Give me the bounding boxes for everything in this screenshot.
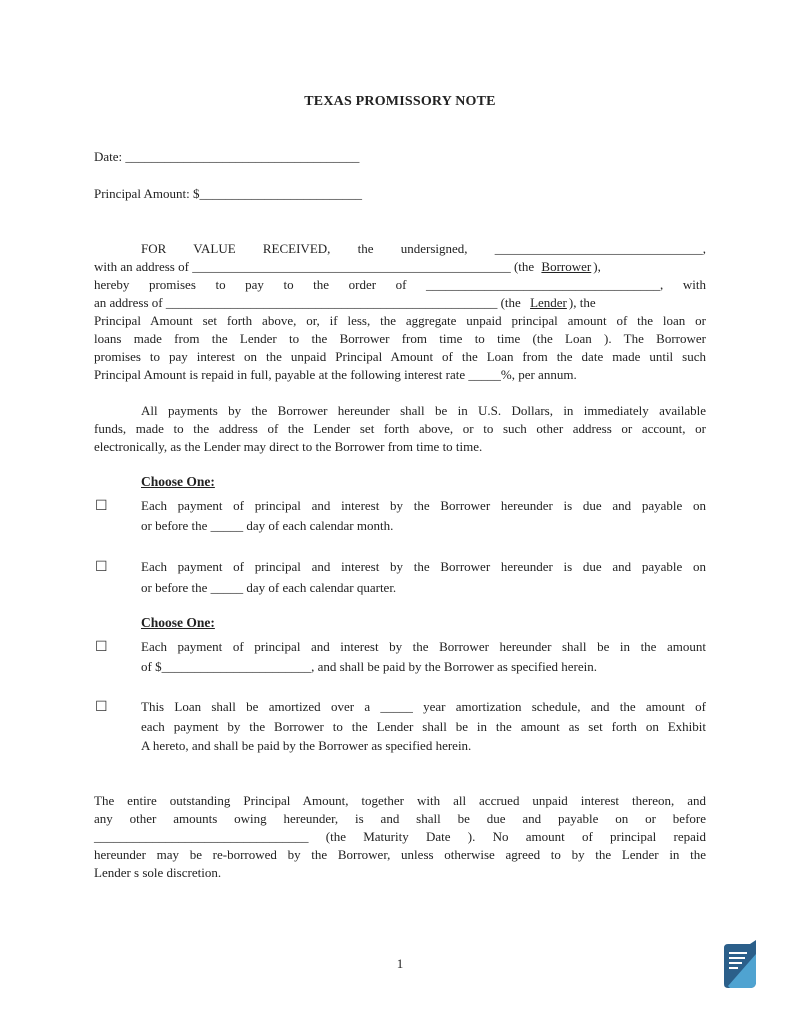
para3-line-3: _________________________________ (the Maturity Date ). No amount of principal repaid [94, 829, 706, 844]
option2-line-2: or before the _____ day of each calendar quarter. [141, 580, 397, 595]
para1-line-2-end: ), [593, 259, 601, 274]
lender-term: Lender [530, 295, 567, 310]
option3-line-1: Each payment of principal and interest by the Borrower hereunder shall be in the amount [141, 639, 706, 654]
option1-line-2: or before the _____ day of each calendar month. [141, 518, 394, 533]
para1-line-3: hereby promises to pay to the order of ____________________________________, with [94, 277, 706, 292]
para3-line-1: The entire outstanding Principal Amount, together with all accrued unpaid interest thereon, and [94, 793, 706, 808]
option2-line-1: Each payment of principal and interest by the Borrower hereunder is due and payable on [141, 559, 706, 574]
para3-line-4: hereunder may be re-borrowed by the Borrower, unless otherwise agreed to by the Lender in the [94, 847, 706, 862]
option1-line-1: Each payment of principal and interest by the Borrower hereunder is due and payable on [141, 498, 706, 513]
para3-line-2: any other amounts owing hereunder, is and shall be due and payable on or before [94, 811, 706, 826]
page-number: 1 [396, 956, 404, 971]
para1-line-4 [94, 294, 706, 312]
formspal-document-logo-icon [722, 940, 758, 990]
para2-line-3: electronically, as the Lender may direct to the Borrower from time to time. [94, 439, 483, 454]
para1-line-5: Principal Amount set forth above, or, if less, the aggregate unpaid principal amount of the loan or [94, 313, 706, 328]
para3-line-5: Lender s sole discretion. [94, 865, 222, 880]
option1-checkbox[interactable]: ☐ [95, 498, 108, 514]
date-field-line: Date: ____________________________________ [94, 149, 360, 164]
option4-line-2: each payment by the Borrower to the Lender shall be in the amount as set forth on Exhibit [141, 719, 706, 734]
para1-line-4-text: an address of ___________________________________________________ (the [94, 295, 521, 310]
choose-one-heading-1: Choose One: [141, 474, 215, 489]
document-title: TEXAS PROMISSORY NOTE [304, 94, 496, 109]
option3-checkbox[interactable]: ☐ [95, 639, 108, 655]
para2-line-1: All payments by the Borrower hereunder shall be in U.S. Dollars, in immediately available [141, 403, 706, 418]
para1-line-4-end: ), the [568, 295, 596, 310]
borrower-term: Borrower [541, 259, 592, 274]
option4-checkbox[interactable]: ☐ [95, 699, 108, 715]
option4-line-3: A hereto, and shall be paid by the Borrower as specified herein. [141, 738, 472, 753]
para1-line-2-text: with an address of _________________________________________________ (the [94, 259, 535, 274]
para2-line-2: funds, made to the address of the Lender set forth above, or to such other address or account, or [94, 421, 706, 436]
para1-line-2 [94, 258, 706, 276]
option3-line-2: of $_______________________, and shall be paid by the Borrower as specified herein. [141, 659, 597, 674]
choose-one-heading-2: Choose One: [141, 615, 215, 630]
para1-line-7: promises to pay interest on the unpaid Principal Amount of the Loan from the date made until such [94, 349, 706, 364]
para1-line-1: FOR VALUE RECEIVED, the undersigned, ________________________________, [141, 241, 706, 256]
principal-amount-line: Principal Amount: $_________________________ [94, 186, 362, 201]
option2-checkbox[interactable]: ☐ [95, 559, 108, 575]
para1-line-6: loans made from the Lender to the Borrower from time to time (the Loan ). The Borrower [94, 331, 706, 346]
option4-line-1: This Loan shall be amortized over a _____ year amortization schedule, and the amount of [141, 699, 706, 714]
para1-line-8: Principal Amount is repaid in full, payable at the following interest rate _____%, per annum. [94, 367, 577, 382]
